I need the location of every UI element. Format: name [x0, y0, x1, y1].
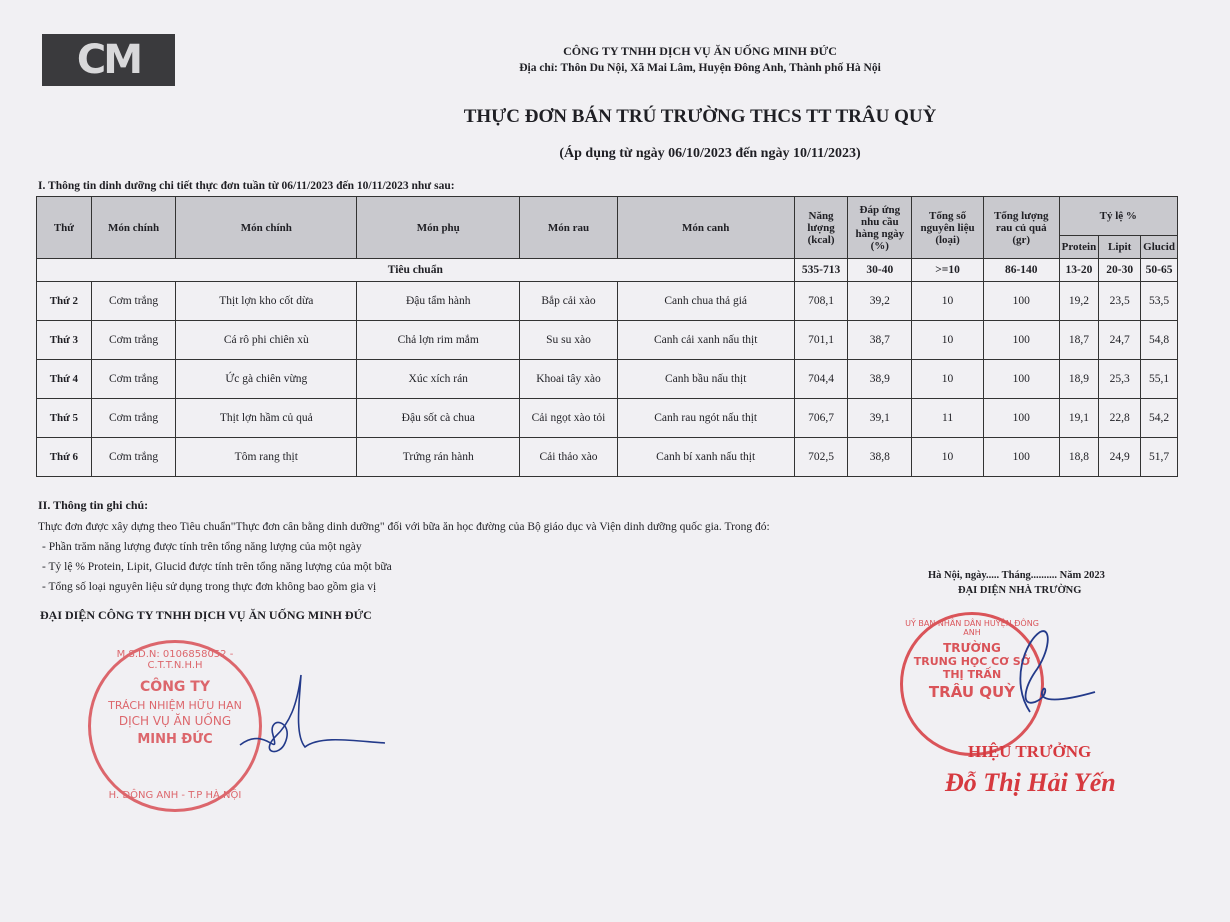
note-item: - Tỷ lệ % Protein, Lipit, Glucid được tính trên tổng năng lượng của một bữa [42, 561, 392, 573]
ingredient-count-cell: 10 [912, 282, 984, 321]
school-seal-line: TRÂU QUỲ [928, 683, 1016, 701]
main-dish-cell: Cá rô phi chiên xù [176, 321, 357, 360]
rice-cell: Cơm trắng [91, 438, 176, 477]
vegetable-dish-cell: Cải thảo xào [520, 438, 618, 477]
header-nang-luong: Năng lượng (kcal) [794, 197, 848, 259]
ingredient-count-cell: 10 [912, 321, 984, 360]
side-dish-cell: Đậu tẩm hành [357, 282, 520, 321]
header-lipit: Lipit [1099, 236, 1141, 259]
principal-title: HIỆU TRƯỞNG [968, 742, 1092, 761]
vegetable-dish-cell: Cải ngọt xào tỏi [520, 399, 618, 438]
daily-pct-cell: 39,1 [848, 399, 912, 438]
table-row [37, 321, 1178, 360]
vegetable-dish-cell: Su su xào [520, 321, 618, 360]
kcal-cell: 702,5 [794, 438, 848, 477]
school-seal-ring: UỶ BAN NHÂN DÂN HUYỆN ĐÔNG ANH [905, 619, 1039, 637]
rice-cell: Cơm trắng [91, 399, 176, 438]
school-seal-line: TRƯỜNG [943, 641, 1001, 655]
soup-cell: Canh bầu nấu thịt [617, 360, 794, 399]
vegetable-dish-cell: Khoai tây xào [520, 360, 618, 399]
table-row [37, 399, 1178, 438]
document-title: THỰC ĐƠN BÁN TRÚ TRƯỜNG THCS TT TRÂU QUỲ [463, 106, 937, 127]
ingredient-count-cell: 10 [912, 438, 984, 477]
day-cell: Thứ 6 [37, 438, 92, 477]
daily-pct-cell: 38,7 [848, 321, 912, 360]
header-thu: Thứ [37, 197, 92, 259]
kcal-cell: 706,7 [794, 399, 848, 438]
rice-cell: Cơm trắng [91, 282, 176, 321]
soup-cell: Canh cải xanh nấu thịt [617, 321, 794, 360]
glucid-cell: 54,8 [1141, 321, 1178, 360]
company-seal-line: DỊCH VỤ ĂN UỐNG [118, 714, 232, 728]
standard-glucid: 50-65 [1141, 259, 1178, 282]
veg-amount-cell: 100 [983, 399, 1059, 438]
standard-protein: 13-20 [1059, 259, 1099, 282]
header-protein: Protein [1059, 236, 1099, 259]
header-mon-rau: Món rau [520, 197, 618, 259]
protein-cell: 18,8 [1059, 438, 1099, 477]
daily-pct-cell: 38,9 [848, 360, 912, 399]
glucid-cell: 53,5 [1141, 282, 1178, 321]
company-signature [235, 665, 395, 775]
glucid-cell: 51,7 [1141, 438, 1178, 477]
daily-pct-cell: 38,8 [848, 438, 912, 477]
kcal-cell: 704,4 [794, 360, 848, 399]
table-row [37, 438, 1178, 477]
main-dish-cell: Thịt lợn kho cốt dừa [176, 282, 357, 321]
veg-amount-cell: 100 [983, 282, 1059, 321]
nutrition-table [36, 196, 1178, 477]
glucid-cell: 54,2 [1141, 399, 1178, 438]
side-dish-cell: Chả lợn rim mắm [357, 321, 520, 360]
veg-amount-cell: 100 [983, 360, 1059, 399]
lipit-cell: 24,9 [1099, 438, 1141, 477]
lipit-cell: 22,8 [1099, 399, 1141, 438]
side-dish-cell: Đậu sốt cà chua [357, 399, 520, 438]
protein-cell: 18,7 [1059, 321, 1099, 360]
soup-cell: Canh rau ngót nấu thịt [617, 399, 794, 438]
header-mon-phu: Món phụ [357, 197, 520, 259]
lipit-cell: 25,3 [1099, 360, 1141, 399]
principal-signature [990, 622, 1100, 732]
notes-intro: Thực đơn được xây dựng theo Tiêu chuẩn"Thực đơn cân bằng dinh dưỡng" đối với bữa ăn học đường của Bộ giáo dục và Viện dinh dưỡng quốc gia. Trong đó: [38, 521, 770, 533]
rice-cell: Cơm trắng [91, 360, 176, 399]
standard-lipit: 20-30 [1099, 259, 1141, 282]
ingredient-count-cell: 11 [912, 399, 984, 438]
standard-ingredients: >=10 [912, 259, 984, 282]
header-glucid: Glucid [1141, 236, 1178, 259]
header-mon-chinh-2: Món chính [176, 197, 357, 259]
standard-row [37, 259, 1178, 282]
vegetable-dish-cell: Bắp cải xào [520, 282, 618, 321]
standard-veg: 86-140 [983, 259, 1059, 282]
standard-label: Tiêu chuẩn [37, 259, 795, 282]
company-name: CÔNG TY TNHH DỊCH VỤ ĂN UỐNG MINH ĐỨC [563, 44, 837, 58]
day-cell: Thứ 3 [37, 321, 92, 360]
ingredient-count-cell: 10 [912, 360, 984, 399]
standard-pct: 30-40 [848, 259, 912, 282]
side-dish-cell: Xúc xích rán [357, 360, 520, 399]
header-mon-chinh-1: Món chính [91, 197, 176, 259]
company-seal-line: MINH ĐỨC [137, 732, 213, 747]
daily-pct-cell: 39,2 [848, 282, 912, 321]
school-seal-line: TRUNG HỌC CƠ SỞ [913, 655, 1031, 668]
rice-cell: Cơm trắng [91, 321, 176, 360]
header-mon-canh: Món canh [617, 197, 794, 259]
table-body [37, 259, 1178, 477]
school-seal-line: THỊ TRẤN [942, 668, 1002, 681]
day-cell: Thứ 5 [37, 399, 92, 438]
protein-cell: 18,9 [1059, 360, 1099, 399]
section-1-heading: I. Thông tin dinh dưỡng chi tiết thực đơn tuần từ 06/11/2023 đến 10/11/2023 như sau: [38, 180, 455, 192]
main-dish-cell: Tôm rang thịt [176, 438, 357, 477]
main-dish-cell: Thịt lợn hầm củ quả [176, 399, 357, 438]
kcal-cell: 701,1 [794, 321, 848, 360]
company-representative-label: ĐẠI DIỆN CÔNG TY TNHH DỊCH VỤ ĂN UỐNG MINH ĐỨC [40, 608, 372, 622]
glucid-cell: 55,1 [1141, 360, 1178, 399]
company-seal-ring-bottom: H. ĐÔNG ANH - T.P HÀ NỘI [108, 790, 242, 801]
apply-period: (Áp dụng từ ngày 06/10/2023 đến ngày 10/11/2023) [559, 146, 861, 161]
standard-kcal: 535-713 [794, 259, 848, 282]
section-2-heading: II. Thông tin ghi chú: [38, 498, 149, 512]
notes-block [38, 505, 770, 597]
header-tong-so: Tổng số nguyên liệu (loại) [912, 197, 984, 259]
protein-cell: 19,2 [1059, 282, 1099, 321]
header-dap-ung: Đáp ứng nhu cầu hàng ngày (%) [848, 197, 912, 259]
table-row [37, 282, 1178, 321]
soup-cell: Canh bí xanh nấu thịt [617, 438, 794, 477]
kcal-cell: 708,1 [794, 282, 848, 321]
company-seal-line: TRÁCH NHIỆM HỮU HẠN [108, 699, 242, 712]
table-row [37, 360, 1178, 399]
note-item: - Phần trăm năng lượng được tính trên tổng năng lượng của một ngày [42, 541, 362, 553]
day-cell: Thứ 2 [37, 282, 92, 321]
lipit-cell: 23,5 [1099, 282, 1141, 321]
school-representative-label: ĐẠI DIỆN NHÀ TRƯỜNG [958, 585, 1082, 596]
company-seal-ring-top: M.S.D.N: 0106858052 - C.T.T.N.H.H [116, 649, 234, 671]
note-item: - Tổng số loại nguyên liệu sử dụng trong thực đơn không bao gồm gia vị [42, 581, 377, 593]
principal-name: Đỗ Thị Hải Yến [945, 768, 1116, 797]
header-tong-luong: Tổng lượng rau củ quả (gr) [983, 197, 1059, 259]
veg-amount-cell: 100 [983, 321, 1059, 360]
company-address: Địa chỉ: Thôn Du Nội, Xã Mai Lâm, Huyện Đông Anh, Thành phố Hà Nội [519, 62, 881, 74]
day-cell: Thứ 4 [37, 360, 92, 399]
protein-cell: 19,1 [1059, 399, 1099, 438]
company-seal-line: CÔNG TY [140, 679, 210, 695]
veg-amount-cell: 100 [983, 438, 1059, 477]
company-logo: CM [42, 34, 175, 86]
soup-cell: Canh chua thả giá [617, 282, 794, 321]
main-dish-cell: Ức gà chiên vừng [176, 360, 357, 399]
header-ty-le: Tỷ lệ % [1059, 197, 1177, 236]
lipit-cell: 24,7 [1099, 321, 1141, 360]
side-dish-cell: Trứng rán hành [357, 438, 520, 477]
date-line: Hà Nội, ngày..... Tháng.......... Năm 2023 [928, 570, 1105, 581]
